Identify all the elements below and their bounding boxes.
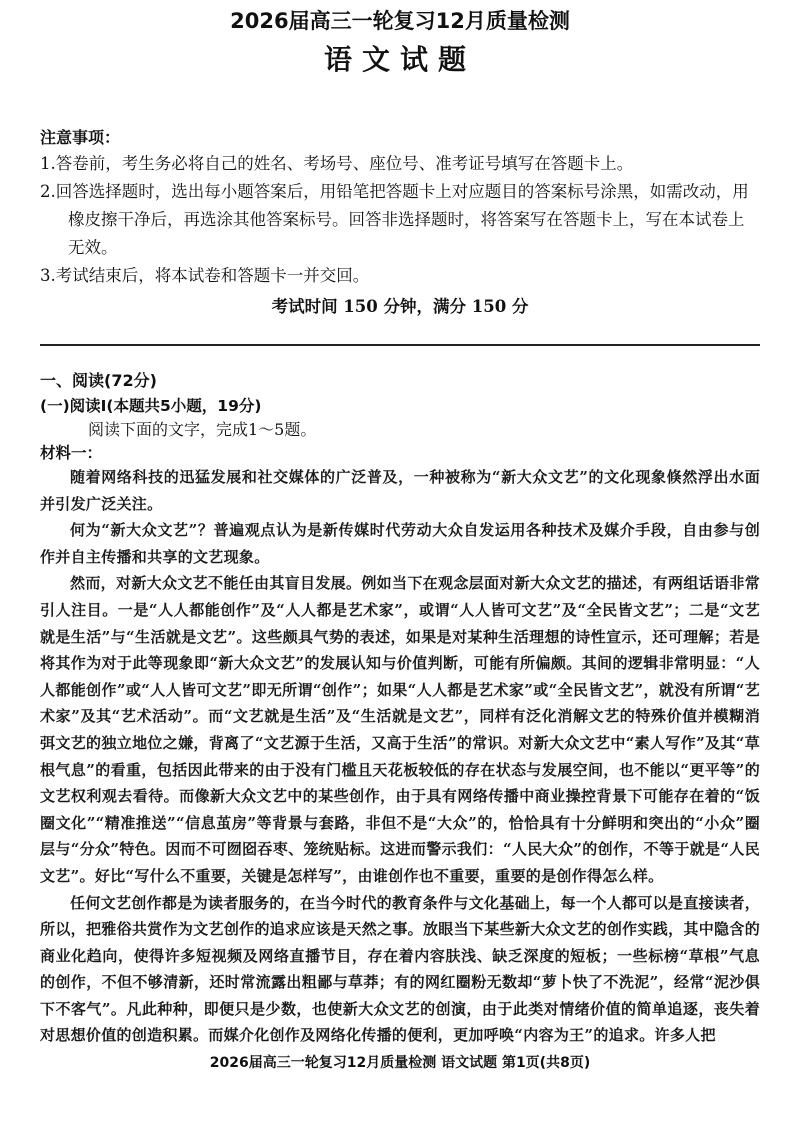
- paragraph: 何为“新大众文艺”？普遍观点认为是新传媒时代劳动大众自发运用各种技术及媒介手段，自由参与创作并自主传播和共享的文艺现象。: [40, 521, 760, 566]
- page-footer: 2026届高三一轮复习12月质量检测 语文试题 第1页(共8页): [209, 1055, 591, 1071]
- paragraph: 任何文艺创作都是为读者服务的，在当今时代的教育条件与文化基础上，每一个人都可以是直接读者，所以，把雅俗共赏作为文艺创作的追求应该是天然之事。放眼当下某些新大众文艺的创作实践，其中隐含的商业化趋向，使得许多短视频及网络直播节目，存在着内容肤浅、缺乏深度的短板；一些标榜“草根”气息的创作，不但不够清新，还时常流露出粗鄙与草莽；有的网红圈粉无数却“萝卜快了不洗泥”，经常“泥沙俱下不客气”。凡此种种，即便只是少数，也使新大众文艺的创演，由于此类对情绪价值的简单追逐，丧失着对思想价值的创造积累。而媒介化创作及网络化传播的便利，更加呼唤“内容为王”的追求。许多人把: [40, 893, 760, 1045]
- exam-page: [0, 6, 800, 1138]
- passage: [40, 464, 760, 1049]
- notice-item-1: 1.答卷前，考生务必将自己的姓名、考场号、座位号、准考证号填写在答题卡上。: [40, 154, 634, 173]
- notice-item-2: 2.回答选择题时，选出每小题答案后，用铅笔把答题卡上对应题目的答案标号涂黑，如需改动，用橡皮擦干净后，再选涂其他答案标号。回答非选择题时，将答案写在答题卡上，写在本试卷上无效。: [40, 182, 749, 257]
- subject-title: 语文试题: [323, 43, 476, 76]
- notice-list: [40, 150, 760, 290]
- subsection-title: (一)阅读Ⅰ(本题共5小题，19分): [40, 397, 262, 415]
- notice-item-3: 3.考试结束后，将本试卷和答题卡一并交回。: [40, 266, 370, 285]
- exam-time: 考试时间 150 分钟，满分 150 分: [271, 297, 529, 316]
- material-label: 材料一：: [40, 444, 103, 462]
- divider: [40, 344, 760, 346]
- paragraph: 然而，对新大众文艺不能任由其盲目发展。例如当下在观念层面对新大众文艺的描述，有两组话语非常引人注目。一是“人人都能创作”及“人人都是艺术家”，或谓“人人皆可文艺”及“全民皆文艺”；二是“文艺就是生活”与“生活就是文艺”。这些颇具气势的表述，如果是对某种生活理想的诗性宣示，还可理解；若是将其作为对于此等现象即“新大众文艺”的发展认知与价值判断，可能有所偏颇。其间的逻辑非常明显：“人人都能创作”或“人人皆可文艺”即无所谓“创作”；如果“人人都是艺术家”或“全民皆文艺”，就没有所谓“艺术家”及其“艺术活动”。而“文艺就是生活”及“生活就是文艺”，同样有泛化消解文艺的特殊价值并模糊消弭文艺的独立地位之嫌，背离了“文艺源于生活，又高于生活”的常识。对新大众文艺中“素人写作”及其“草根气息”的看重，包括因此带来的由于没有门槛且天花板较低的存在状态与发展空间，也不能以“更平等”的文艺权利观去看待。而像新大众文艺中的某些创作，由于具有网络传播中商业操控背景下可能存在着的“饭圈文化”“精准推送”“信息茧房”等背景与套路，非但不是“大众”的，恰恰具有十分鲜明和突出的“小众”圈层与“分众”特色。因而不可囫囵吞枣、笼统贴标。这进而警示我们：“人民大众”的创作，不等于就是“人民文艺”。好比“写什么不重要，关键是怎样写”，由谁创作也不重要，重要的是创作得怎么样。: [40, 574, 760, 885]
- section-title: 一、阅读(72分): [40, 371, 157, 390]
- paragraph: 随着网络科技的迅猛发展和社交媒体的广泛普及，一种被称为“新大众文艺”的文化现象倏然浮出水面并引发广泛关注。: [40, 468, 760, 513]
- instruction: 阅读下面的文字，完成1～5题。: [88, 420, 317, 439]
- notice-heading: 注意事项：: [40, 128, 121, 147]
- exam-title: 2026届高三一轮复习12月质量检测: [230, 9, 570, 33]
